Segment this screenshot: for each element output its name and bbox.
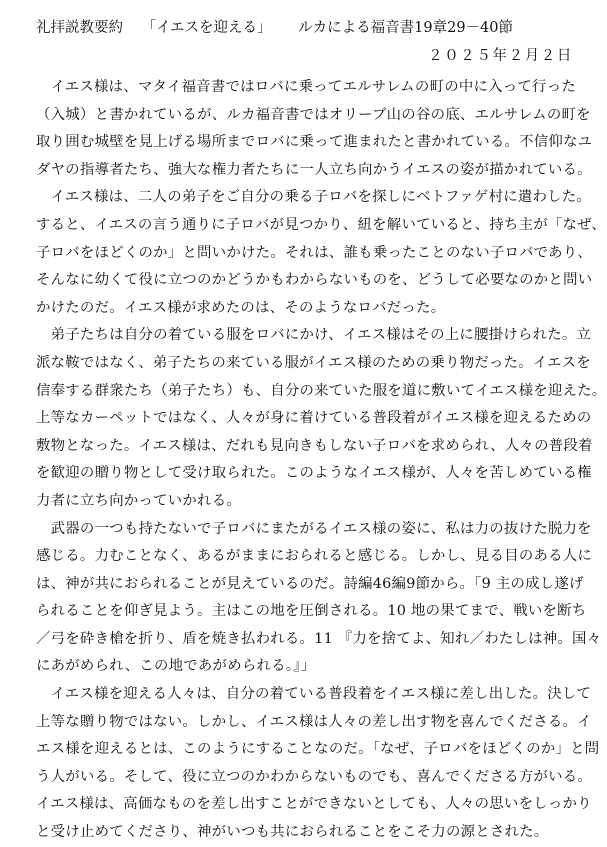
text-line: 信奉する群衆たち（弟子たち）も、自分の来ていた服を道に敷いてイエス様を迎えた。 [36, 382, 607, 399]
text-line: ／弓を砕き槍を折り、盾を焼き払われる。11 『力を捨てよ、知れ／わたしは神。国々 [36, 630, 602, 647]
text-line: 派な鞍ではなく、弟子たちの来ている服がイエス様のための乗り物だった。イエスを [36, 354, 591, 371]
text-line: は、神が共におられることが見えているのだ。詩編46編9節から。「9 主の成し遂げ [36, 575, 584, 592]
text-line: かけたのだ。イエス様が求めたのは、そのようなロバだった。 [36, 299, 446, 316]
scripture-reference: ルカによる福音書19章29－40節 [298, 20, 513, 36]
text-line: そんなに幼くて役に立つのかどうかもわからないものを、どうして必要なのかと問い [36, 272, 593, 289]
document-header [36, 18, 513, 38]
text-line: 上等なカーペットではなく、人々が身に着けている普段着がイエス様を迎えるための [36, 410, 592, 427]
document-title: 礼拝説教要約 [36, 20, 123, 36]
text-line: イエス様は、マタイ福音書ではロバに乗ってエルサレムの町の中に入って行った [36, 79, 576, 95]
sermon-body [36, 74, 607, 847]
text-line: を歓迎の贈り物として受け取られた。このようなイエス様が、人々を苦しめている権 [36, 465, 592, 482]
text-line: と受け止めてくださり、神がいつも共におられることをこそ力の源とされた。 [36, 824, 549, 841]
text-line: にあがめられ、この地であがめられる。』」 [36, 658, 316, 675]
text-line: 力者に立ち向かっていかれる。 [36, 492, 241, 509]
document-date: ２０２５年２月２日 [428, 48, 573, 64]
text-line: 武器の一つも持たないで子ロバにまたがるイエス様の姿に、私は力の抜けた脱力を [36, 520, 592, 537]
text-line: う人がいる。そして、役に立つのかわからないものでも、喜んでくださる方がいる。 [36, 768, 593, 785]
text-line: 感じる。力むことなく、あるがままにおられると感じる。しかし、見る目のある人に [36, 548, 593, 565]
text-line: 弟子たちは自分の着ている服をロバにかけ、イエス様はその上に腰掛けられた。立 [36, 327, 592, 344]
text-line: 敷物となった。イエス様は、だれも見向きもしない子ロバを求められ、人々の普段着 [36, 437, 593, 454]
text-line: ダヤの指導者たち、強大な権力者たちに一人立ち向かうイエスの姿が描かれている。 [36, 161, 592, 178]
sermon-title: 「イエスを迎える」 [141, 20, 272, 36]
text-line: られることを仰ぎ見よう。主はこの地を圧倒される。10 地の果てまで、戦いを断ち [36, 603, 587, 620]
text-line: イエス様は、高価なものを差し出すことができないとしても、人々の思いをしっかり [36, 796, 592, 813]
text-line: 上等な贈り物ではない。しかし、イエス様は人々の差し出す物を喜んでくださる。イ [36, 713, 592, 730]
text-line: すると、イエスの言う通りに子ロバが見つかり、紐を解いていると、持ち主が「なぜ、 [36, 216, 606, 233]
text-line: （入城）と書かれているが、ルカ福音書ではオリーブ山の谷の底、エルサレムの町を [36, 106, 591, 123]
text-line: イエス様を迎える人々は、自分の着ている普段着をイエス様に差し出した。決して [36, 686, 592, 703]
text-line: イエス様は、二人の弟子をご自分の乗る子ロバを探しにベトファゲ村に遣わした。 [36, 189, 592, 206]
text-line: 取り囲む城壁を見上げる場所までロバに乗って進まれたと書かれている。不信仰なユ [36, 134, 593, 151]
text-line: エス様を迎えるとは、このようにすることなのだ。「なぜ、子ロバをほどくのか」と問 [36, 741, 600, 758]
text-line: 子ロバをほどくのか」と問いかけた。それは、誰も乗ったことのない子ロバであり、 [36, 244, 593, 261]
